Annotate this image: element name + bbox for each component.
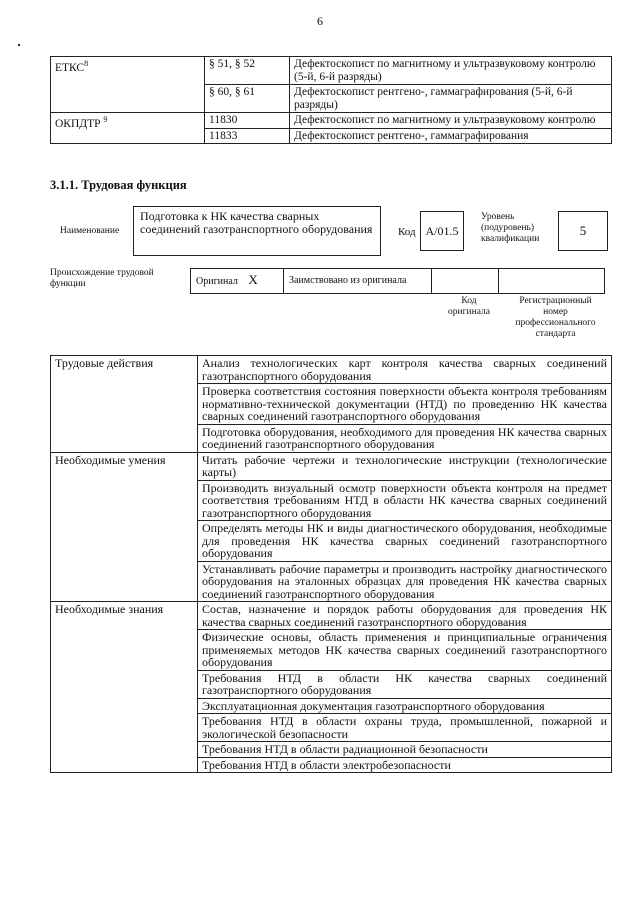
origin-table <box>190 268 605 294</box>
original-cell: Оригинал X <box>191 269 284 294</box>
origin-label: Происхождение трудовой функции <box>50 268 154 289</box>
category-cell: Необходимые знания <box>51 602 198 773</box>
item-cell: Производить визуальный осмотр поверхности объекта контроля на предмет соответствия требованиям НТД в области НК качества сварных соединений газотранспортного оборудования <box>198 480 612 521</box>
function-name-box: Подготовка к НК качества сварных соединений газотранспортного оборудования <box>133 206 381 256</box>
classifier-desc-cell: Дефектоскопист по магнитному и ультразвуковому контролю <box>290 113 612 129</box>
scan-dot <box>18 44 20 46</box>
item-cell: Эксплуатационная документация газотранспортного оборудования <box>198 698 612 714</box>
original-mark: X <box>248 271 258 287</box>
name-label: Наименование <box>60 226 120 236</box>
item-cell: Требования НТД в области электробезопасности <box>198 757 612 773</box>
classifier-name-cell: ЕТКС$^8$ <box>51 57 205 113</box>
item-cell: Требования НТД в области НК качества сварных соединений газотранспортного оборудования <box>198 670 612 698</box>
classifier-code-cell: § 51, § 52 <box>205 57 290 85</box>
item-cell: Устанавливать рабочие параметры и производить настройку диагностического оборудования на эталонных образцах для проведения НК качества сварных соединений газотранспортного оборудования <box>198 561 612 602</box>
item-cell: Подготовка оборудования, необходимого для проведения НК качества сварных соединений газотранспортного оборудования <box>198 424 612 452</box>
item-cell: Физические основы, область применения и принципиальные ограничения применяемых методов НК качества сварных соединений газотранспортного оборудования <box>198 630 612 671</box>
table-row <box>51 452 612 480</box>
classifier-name-cell: ОКПДТР $^9$ <box>51 113 205 144</box>
reg-number-label: Регистрационный номер профессионального стандарта <box>515 296 596 339</box>
classifier-code-cell: 11833 <box>205 128 290 144</box>
item-cell: Читать рабочие чертежи и технологические инструкции (технологические карты) <box>198 452 612 480</box>
code-label: Код <box>398 226 416 238</box>
page-number: 6 <box>317 14 323 28</box>
level-label: Уровень (подуровень) квалификации <box>481 212 540 244</box>
item-cell: Состав, назначение и порядок работы оборудования для проведения НК качества сварных соединений газотранспортного оборудования <box>198 602 612 630</box>
code-original-cell <box>432 269 499 294</box>
classifier-code-cell: 11830 <box>205 113 290 129</box>
item-cell: Проверка соответствия состояния поверхности объекта контроля требованиям нормативно-технической документации (НТД) по проведению НК качества сварных соединений газотранспортного оборудования <box>198 384 612 425</box>
category-cell: Трудовые действия <box>51 356 198 453</box>
classifier-code-cell: § 60, § 61 <box>205 85 290 113</box>
item-cell: Определять методы НК и виды диагностического оборудования, необходимые для проведения НК качества сварных соединений газотранспортного оборудования <box>198 521 612 562</box>
code-original-label: Код оригинала <box>448 296 490 317</box>
table-row <box>51 113 612 129</box>
reg-number-cell <box>499 269 605 294</box>
classifiers-table <box>50 56 612 144</box>
item-cell: Требования НТД в области охраны труда, промышленной, пожарной и экологической безопасности <box>198 714 612 742</box>
level-box: 5 <box>558 211 608 251</box>
table-row <box>51 57 612 85</box>
item-cell: Анализ технологических карт контроля качества сварных соединений газотранспортного оборудования <box>198 356 612 384</box>
table-row <box>51 356 612 384</box>
borrowed-cell: Заимствовано из оригинала <box>284 269 432 294</box>
classifier-desc-cell: Дефектоскопист рентгено-, гаммаграфирования (5-й, 6-й разряды) <box>290 85 612 113</box>
category-cell: Необходимые умения <box>51 452 198 602</box>
table-row <box>191 269 605 294</box>
section-title: 3.1.1. Трудовая функция <box>50 178 187 192</box>
labor-function-table <box>50 355 612 773</box>
item-cell: Требования НТД в области радиационной безопасности <box>198 742 612 758</box>
classifier-desc-cell: Дефектоскопист по магнитному и ультразвуковому контролю (5-й, 6-й разряды) <box>290 57 612 85</box>
function-code-box: А/01.5 <box>420 211 464 251</box>
table-row <box>51 602 612 630</box>
classifier-desc-cell: Дефектоскопист рентгено-, гаммаграфирования <box>290 128 612 144</box>
